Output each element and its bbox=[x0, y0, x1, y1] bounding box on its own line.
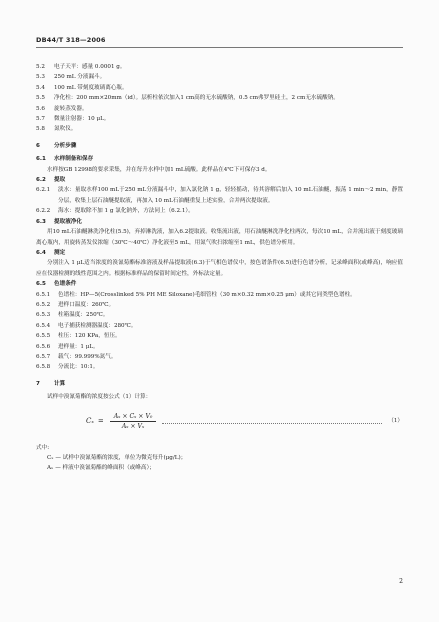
condition-text: 柱箱温度：250℃。 bbox=[58, 312, 109, 319]
item-text: 250 mL 分液漏斗。 bbox=[54, 74, 106, 81]
subsection-title: 色谱条件 bbox=[54, 281, 77, 288]
item-number: 5.2 bbox=[36, 64, 45, 70]
condition-number: 6.5.4 bbox=[36, 322, 51, 329]
item-number: 5.8 bbox=[36, 126, 45, 133]
item-text: 电子天平：感量 0.0001 g。 bbox=[54, 64, 126, 70]
condition-item bbox=[36, 362, 403, 372]
subsection-heading bbox=[36, 154, 403, 164]
equipment-item bbox=[36, 124, 403, 134]
item-text: 氮吹仪。 bbox=[54, 126, 77, 133]
condition-item bbox=[36, 300, 403, 310]
section-heading bbox=[36, 379, 403, 389]
paragraph: 分别注入 1 μL适当浓度的溴氰菊酯标准溶液及样品提取液(6.3)于气相色谱仪中，按色谱条件(6.5)进行色谱分析，记录峰面积(或峰高)，响应值应在仪器检测的线性范围之内。根据标准样品的保留时间定性，外标法定量。 bbox=[36, 260, 403, 277]
subsection-number: 6.4 bbox=[36, 249, 46, 256]
subsection-title: 测定 bbox=[54, 249, 66, 256]
item-text: 100 mL 带刻度玻璃离心瓶。 bbox=[54, 84, 128, 91]
subsection-number: 6.3 bbox=[36, 218, 46, 225]
equipment-item bbox=[36, 104, 403, 114]
item-number: 5.6 bbox=[36, 105, 45, 112]
condition-number: 6.5.8 bbox=[36, 364, 51, 371]
condition-number: 6.5.5 bbox=[36, 333, 51, 340]
item-number: 5.3 bbox=[36, 74, 45, 81]
paragraph: 试样中溴氰菊酯的浓度按公式（1）计算： bbox=[47, 394, 152, 401]
clause bbox=[36, 185, 403, 206]
section-number: 7 bbox=[36, 380, 40, 387]
formula-numerator: Aₓ × Cₛ × V₀ bbox=[113, 413, 153, 421]
definition: Aₓ — 样液中溴氰菊酯的峰面积（或峰高）； bbox=[47, 465, 155, 472]
condition-item bbox=[36, 342, 403, 352]
formula-number: （1） bbox=[388, 418, 403, 425]
subsection-heading bbox=[36, 217, 403, 227]
equipment-item bbox=[36, 114, 403, 124]
condition-number: 6.5.2 bbox=[36, 301, 51, 308]
subsection-heading bbox=[36, 248, 403, 258]
where-label: 式中: bbox=[36, 444, 50, 451]
paragraph: 用10 mL石油醚淋洗净化柱(5.5)，弃掉淋洗液，加入6.2提取液。收集流出液，用石油醚淋洗净化柱两次，每次10 mL，合并流出液于刻度玻璃离心瓶内，用旋转蒸发仪浓缩（30℃～40℃）净化液至5 mL，用氮气吹扫浓缩至1 mL，供色谱分析用。 bbox=[36, 229, 403, 246]
clause bbox=[36, 206, 403, 216]
condition-item bbox=[36, 310, 403, 320]
condition-number: 6.5.6 bbox=[36, 343, 51, 350]
equipment-item bbox=[36, 93, 403, 103]
subsection-title: 提取液净化 bbox=[54, 218, 82, 225]
condition-number: 6.5.1 bbox=[36, 291, 51, 298]
condition-text: 电子捕获检测器温度：280℃。 bbox=[58, 322, 137, 329]
condition-text: 载气：99.999%氮气。 bbox=[58, 353, 117, 360]
document-body bbox=[36, 62, 403, 474]
subsection-number: 6.1 bbox=[36, 156, 46, 163]
item-number: 5.5 bbox=[36, 95, 45, 102]
subsection-number: 6.5 bbox=[36, 281, 46, 288]
condition-number: 6.5.7 bbox=[36, 353, 51, 360]
subsection-heading bbox=[36, 175, 403, 185]
section-title: 分析步骤 bbox=[54, 142, 77, 149]
definition: Cₓ — 试样中溴氰菊酯的浓度，单位为微克每升(μg/L)； bbox=[47, 455, 187, 461]
formula-denominator: Aₛ × Vₓ bbox=[121, 423, 145, 431]
condition-text: 色谱柱：HP—5(Crosslinked 5% PH ME Siloxane)毛细管柱（30 m×0.32 mm×0.25 μm）或其它同类型色谱柱。 bbox=[58, 291, 356, 298]
subsection-title: 水样制备和保存 bbox=[54, 156, 94, 163]
clause-text: 淡水：量取水样100 mL于250 mL分液漏斗中，加入氯化钠 1 g，轻轻摇动，待其溶解后加入 10 mL石油醚，振荡 1 min～2 min，静置分层，收集上层石油醚提取液，再加入 10 mL石油醚重复上述实验，合并两次提取液。 bbox=[58, 187, 403, 204]
formula bbox=[86, 407, 403, 437]
equipment-item bbox=[36, 72, 403, 82]
header-rule bbox=[36, 47, 403, 48]
condition-text: 进样量：1 μL。 bbox=[58, 343, 99, 350]
equipment-item bbox=[36, 83, 403, 93]
subsection-number: 6.2 bbox=[36, 177, 46, 184]
condition-text: 分流比：10:1。 bbox=[58, 364, 99, 371]
section-number: 6 bbox=[36, 142, 40, 149]
item-number: 5.7 bbox=[36, 116, 45, 123]
document-header: DB44/T 318—2006 bbox=[36, 36, 106, 44]
section-title: 计算 bbox=[54, 380, 66, 387]
paragraph: 水样按GB 12998的要求采集，并在每升水样中加1 mL硫酸。此样品在4℃下可保存3 d。 bbox=[47, 166, 271, 173]
leader-dots bbox=[162, 419, 382, 424]
item-text: 微量注射器：10 μL。 bbox=[54, 116, 110, 123]
formula-lhs: Cₓ bbox=[86, 417, 94, 426]
section-heading bbox=[36, 141, 403, 151]
formula-fraction bbox=[110, 412, 157, 431]
condition-item bbox=[36, 352, 403, 362]
clause-number: 6.2.2 bbox=[36, 208, 51, 215]
item-number: 5.4 bbox=[36, 84, 45, 91]
clause-number: 6.2.1 bbox=[36, 187, 51, 194]
clause-text: 海水：提取除不加 1 g 氯化钠外，方法同上（6.2.1）。 bbox=[58, 208, 194, 215]
subsection-heading bbox=[36, 279, 403, 289]
subsection-title: 提取 bbox=[54, 177, 66, 184]
page-number: 2 bbox=[399, 578, 403, 585]
condition-item bbox=[36, 321, 403, 331]
item-text: 净化柱：200 mm×20mm（id）。层析柱依次加入1 cm高的无水硫酸钠，0.5 cm弗罗里硅土，2 cm无水硫酸钠。 bbox=[54, 95, 339, 102]
item-text: 旋转蒸发器。 bbox=[54, 105, 88, 112]
condition-item bbox=[36, 331, 403, 341]
condition-item bbox=[36, 290, 403, 300]
condition-number: 6.5.3 bbox=[36, 312, 51, 319]
equipment-item bbox=[36, 62, 403, 72]
condition-text: 进样口温度：260℃。 bbox=[58, 301, 115, 308]
condition-text: 柱压：120 KPa，恒压。 bbox=[58, 333, 121, 340]
formula-equals: = bbox=[97, 417, 104, 426]
